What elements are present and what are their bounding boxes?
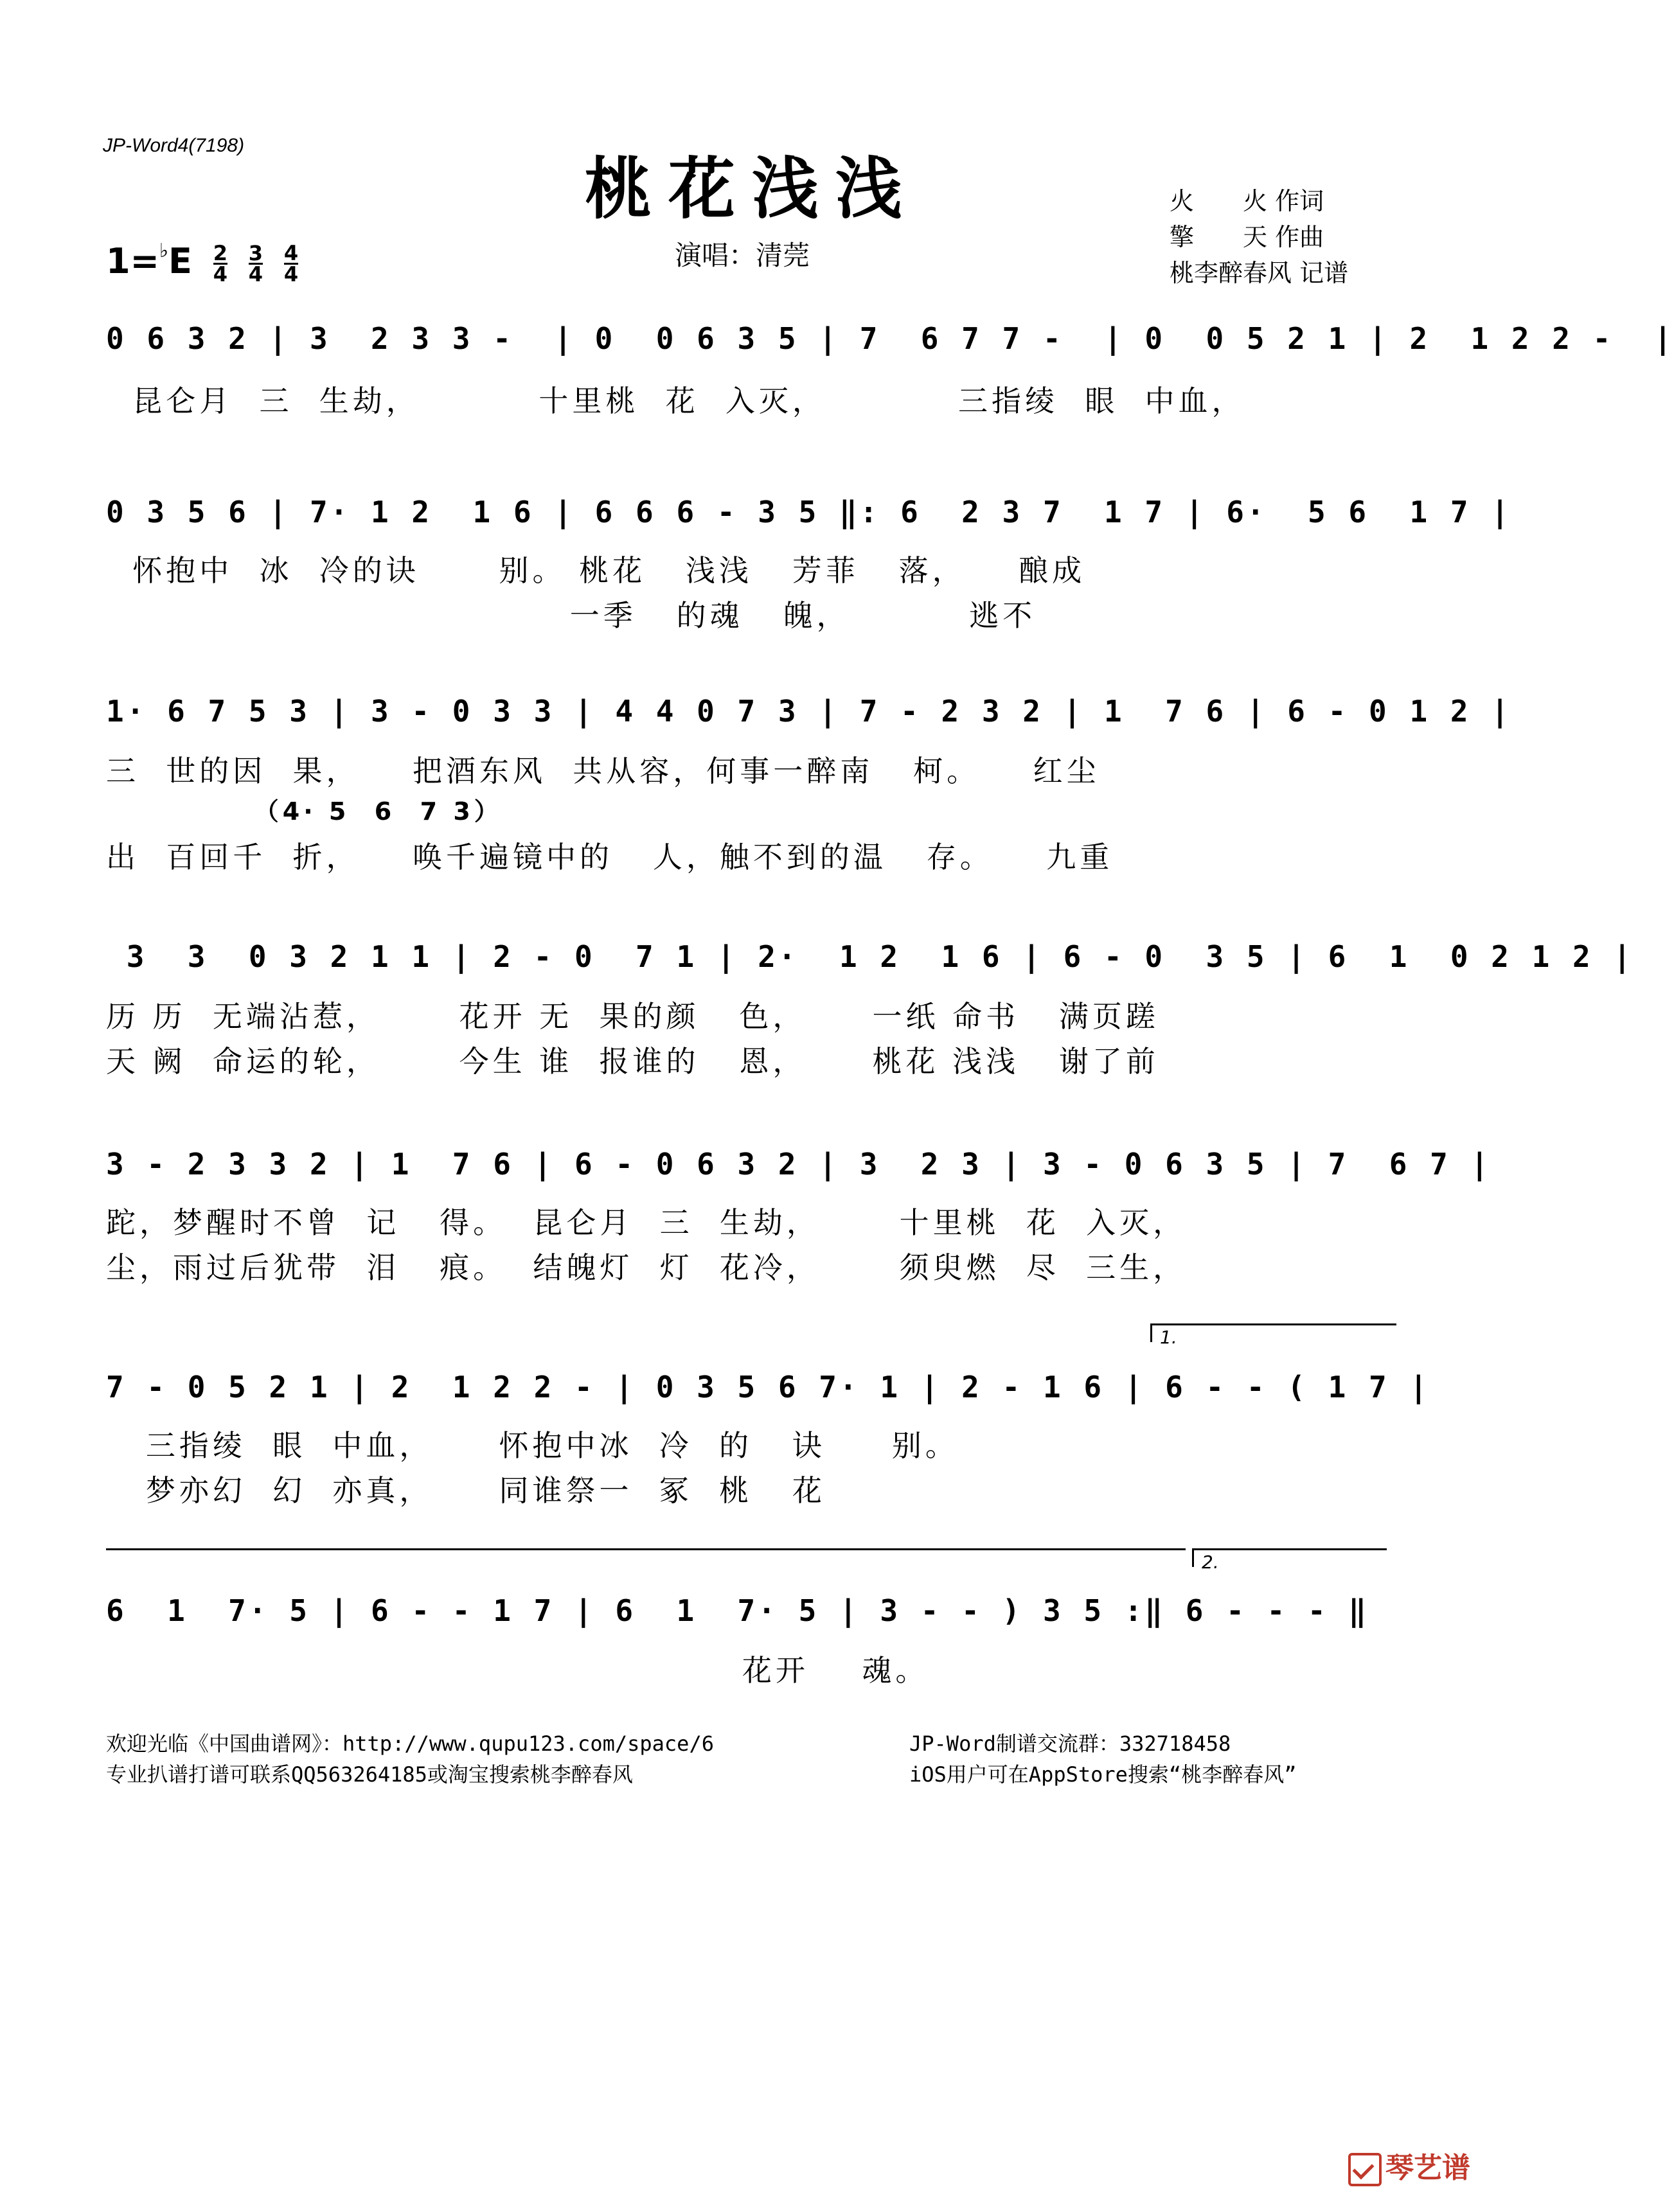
notes-line: 3 - 2 3 3 2 | 1 7 6 | 6 - 0 6 3 2 | 3 2 3 | 3 - 0 6 3 5 | 7 6 7 | bbox=[106, 1147, 1491, 1181]
time-signature-2-4: $\frac{2}{4}$ bbox=[213, 240, 227, 287]
logo-text: 琴艺谱 bbox=[1385, 2152, 1470, 2184]
lyric-line-2: 天 阙 命运的轮， 今生 谁 报谁的 恩， 桃花 浅浅 谢了前 bbox=[106, 1044, 1159, 1079]
footer-right bbox=[909, 1728, 1296, 1790]
lyric-line-1: 怀抱中 冰 冷的诀 别。 桃花 浅浅 芳菲 落， 酿成 bbox=[106, 553, 1086, 588]
transcriber-credit: 桃李醉春风 记谱 bbox=[1170, 259, 1349, 287]
notes-line: 6 1 7· 5 | 6 - - 1 7 | 6 1 7· 5 | 3 - - ) 3 5 :‖ 6 - - - ‖ bbox=[106, 1593, 1369, 1628]
time-signature-3-4: $\frac{3}{4}$ bbox=[248, 240, 263, 287]
footer-site-link[interactable]: 欢迎光临《中国曲谱网》：http://www.qupu123.com/space/6 bbox=[106, 1731, 714, 1756]
key-letter: E bbox=[168, 241, 192, 281]
instrumental-notes: （4· 5 6 7 3） bbox=[106, 797, 503, 826]
lyric-line-2: 梦亦幻 幻 亦真， 同谁祭一 冢 桃 花 bbox=[106, 1473, 826, 1508]
key-prefix: 1= bbox=[106, 241, 159, 281]
lyricist-credit: 火 火 作词 bbox=[1170, 187, 1324, 215]
song-title: 桃花浅浅 bbox=[584, 149, 919, 228]
footer-group: JP-Word制谱交流群：332718458 bbox=[909, 1731, 1231, 1756]
lyric-line-2: 出 百回千 折， 唤千遍镜中的 人，触不到的温 存。 九重 bbox=[106, 840, 1114, 874]
second-ending-bracket: 2. bbox=[1192, 1548, 1387, 1567]
notes-line: 0 6 3 2 | 3 2 3 3 - | 0 0 6 3 5 | 7 6 7 7 - | 0 0 5 2 1 | 2 1 2 2 - | bbox=[106, 321, 1674, 356]
time-signature-4-4: $\frac{4}{4}$ bbox=[283, 240, 299, 287]
footer-ios: iOS用户可在AppStore搜索“桃李醉春风” bbox=[909, 1762, 1297, 1787]
lyric-line-1: 三 世的因 果， 把酒东风 共从容，何事一醉南 柯。 红尘 bbox=[106, 754, 1100, 788]
site-logo bbox=[1348, 2145, 1470, 2186]
footer-left bbox=[106, 1728, 714, 1790]
lyric-line-1: 跎，梦醒时不曾 记 得。 昆仑月 三 生劫， 十里桃 花 入灭， bbox=[106, 1205, 1187, 1240]
composer-credit: 擎 天 作曲 bbox=[1170, 223, 1324, 251]
lyric-line-1: 昆仑月 三 生劫， 十里桃 花 入灭， 三指绫 眼 中血， bbox=[106, 384, 1245, 418]
notes-line: 1· 6 7 5 3 | 3 - 0 3 3 | 4 4 0 7 3 | 7 - 2 3 2 | 1 7 6 | 6 - 0 1 2 | bbox=[106, 694, 1511, 729]
notes-line: 0 3 5 6 | 7· 1 2 1 6 | 6 6 6 - 3 5 ‖: 6 2 3 7 1 7 | 6· 5 6 1 7 | bbox=[106, 495, 1511, 529]
flat-icon: ♭ bbox=[159, 240, 168, 262]
credits-block bbox=[1170, 183, 1348, 291]
lyric-line-2: 一季 的魂 魄， 逃不 bbox=[106, 598, 1037, 633]
first-ending-bracket: 1. bbox=[1150, 1323, 1396, 1342]
singer-credit: 演唱：清莞 bbox=[675, 240, 810, 271]
lyric-line-1: 花开 魂。 bbox=[106, 1653, 929, 1688]
lyric-line-2: 尘，雨过后犹带 泪 痕。 结魄灯 灯 花冷， 须臾燃 尽 三生， bbox=[106, 1250, 1187, 1285]
lyric-line-1: 三指绫 眼 中血， 怀抱中冰 冷 的 诀 别。 bbox=[106, 1428, 959, 1463]
notes-line: 3 3 0 3 2 1 1 | 2 - 0 7 1 | 2· 1 2 1 6 | 6 - 0 3 5 | 6 1 0 2 1 2 | bbox=[106, 939, 1634, 974]
footer-contact: 专业扒谱打谱可联系QQ563264185或淘宝搜索桃李醉春风 bbox=[106, 1762, 633, 1787]
key-signature bbox=[106, 240, 299, 287]
software-version: JP-Word4(7198) bbox=[103, 135, 245, 156]
logo-icon bbox=[1348, 2153, 1382, 2186]
lyric-line-1: 历 历 无端沾惹， 花开 无 果的颜 色， 一纸 命书 满页蹉 bbox=[106, 999, 1159, 1034]
first-ending-continuation bbox=[106, 1548, 1186, 1567]
notes-line: 7 - 0 5 2 1 | 2 1 2 2 - | 0 3 5 6 7· 1 | 2 - 1 6 | 6 - - ( 1 7 | bbox=[106, 1370, 1430, 1404]
